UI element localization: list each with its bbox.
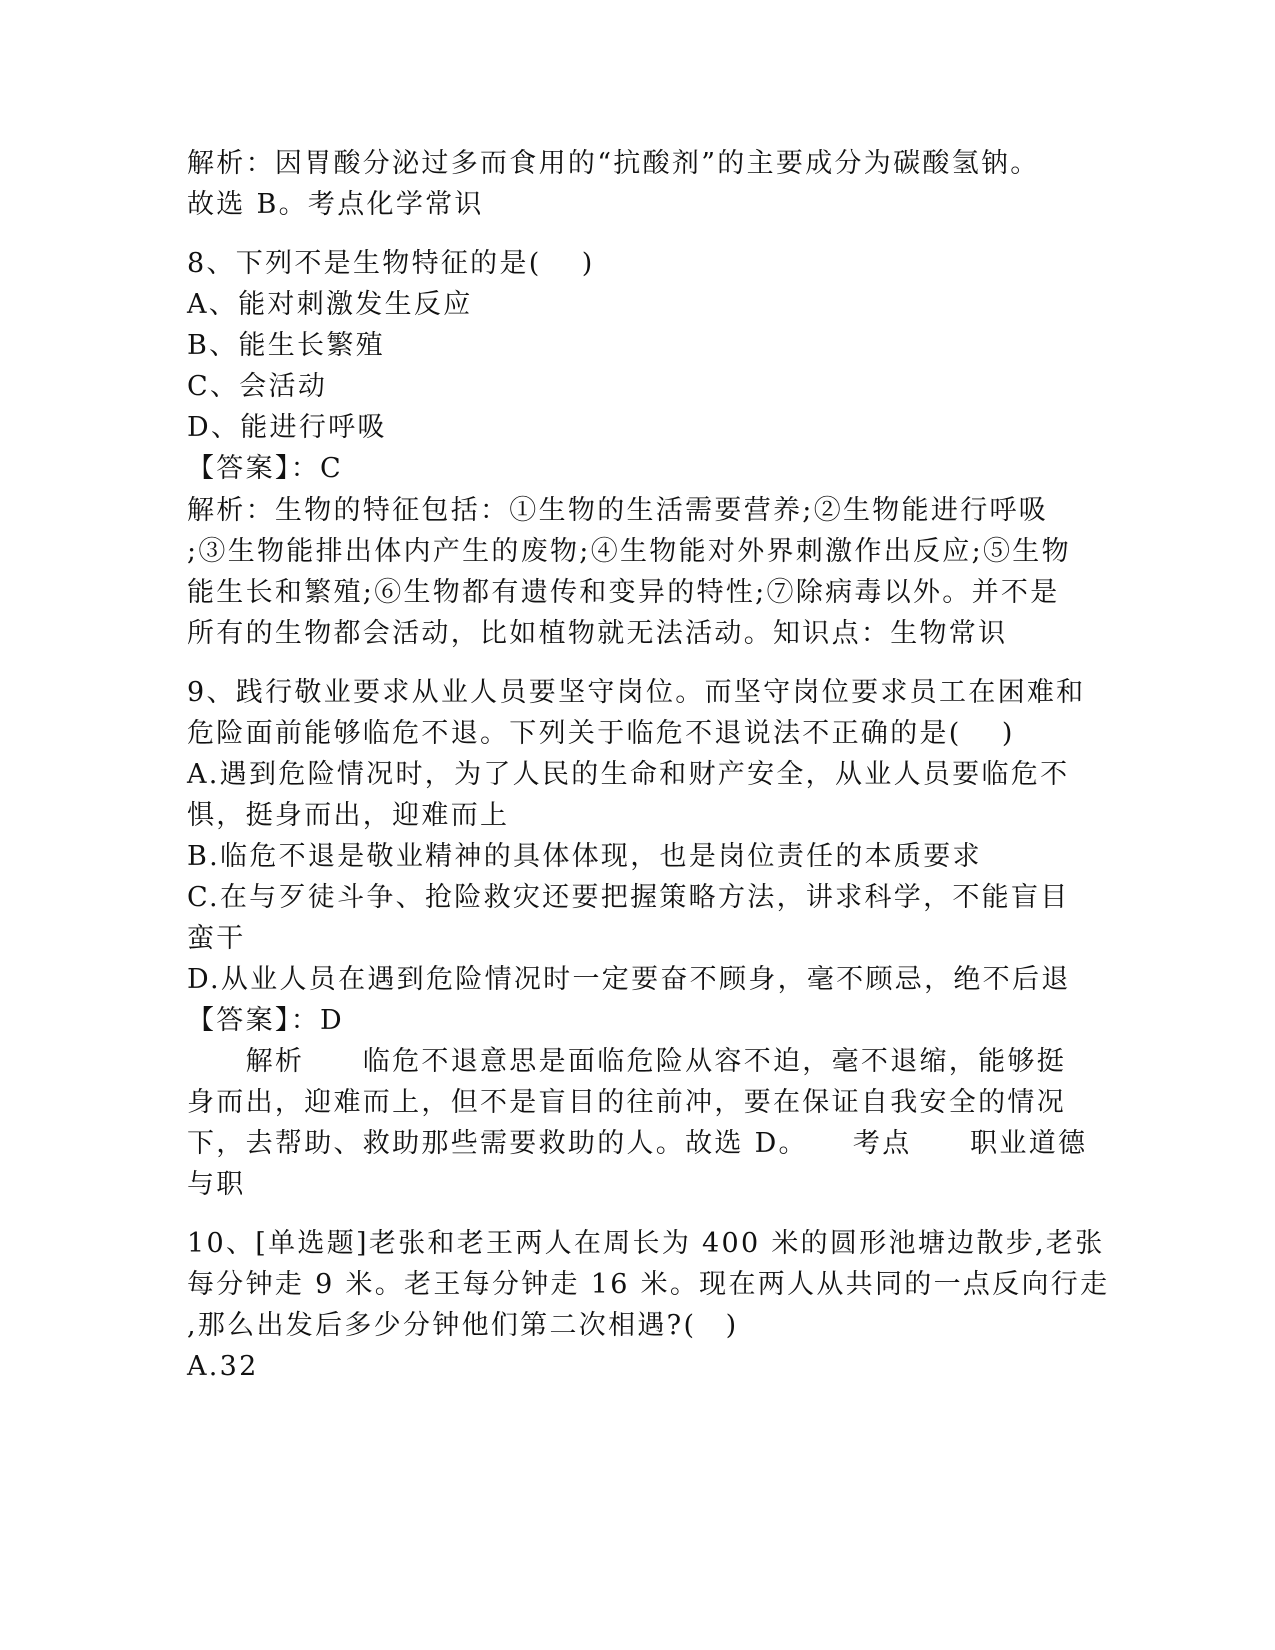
q9-option-a-line-2: 惧，挺身而出，迎难而上 [187,800,510,831]
q8-option-b: B、能生长繁殖 [187,330,385,361]
q8-analysis-line-1: 解析：生物的特征包括：①生物的生活需要营养;②生物能进行呼吸 [187,495,1049,526]
q9-option-c-line-2: 蛮干 [187,923,246,954]
q9-option-d: D.从业人员在遇到危险情况时一定要奋不顾身，毫不顾忌，绝不后退 [187,964,1071,995]
q8-answer: 【答案】：C [187,453,343,484]
q9-stem-line-2: 危险面前能够临危不退。下列关于临危不退说法不正确的是( ) [187,718,1015,749]
q8-stem: 8、下列不是生物特征的是( ) [187,248,595,279]
q9-option-c-line-1: C.在与歹徒斗争、抢险救灾还要把握策略方法，讲求科学，不能盲目 [187,882,1070,913]
q10-stem-line-2: 每分钟走 9 米。老王每分钟走 16 米。现在两人从共同的一点反向行走 [187,1269,1110,1300]
q9-analysis-line-2: 身而出，迎难而上，但不是盲目的往前冲，要在保证自我安全的情况 [187,1087,1066,1118]
q8-analysis-line-2: ;③生物能排出体内产生的废物;④生物能对外界刺激作出反应;⑤生物 [187,536,1071,567]
q9-answer: 【答案】：D [187,1005,344,1036]
q9-stem-line-1: 9、践行敬业要求从业人员要坚守岗位。而坚守岗位要求员工在困难和 [187,677,1086,708]
q10-option-a: A.32 [187,1351,259,1382]
q10-stem-line-3: ,那么出发后多少分钟他们第二次相遇?( ) [187,1310,739,1341]
q9-option-b: B.临危不退是敬业精神的具体体现，也是岗位责任的本质要求 [187,841,982,872]
q9-analysis-line-3: 下，去帮助、救助那些需要救助的人。故选 D。 考点 职业道德 [187,1128,1088,1159]
q9-analysis-line-4: 与职 [187,1169,246,1200]
q9-option-a-line-1: A.遇到危险情况时，为了人民的生命和财产安全，从业人员要临危不 [187,759,1070,790]
q8-option-c: C、会活动 [187,371,328,402]
q7-analysis-line-1: 解析：因胃酸分泌过多而食用的“抗酸剂”的主要成分为碳酸氢钠。 [187,148,1040,179]
q10-stem-line-1: 10、[单选题]老张和老王两人在周长为 400 米的圆形池塘边散步,老张 [187,1228,1105,1259]
q8-option-a: A、能对刺激发生反应 [187,289,473,320]
q8-analysis-line-3: 能生长和繁殖;⑥生物都有遗传和变异的特性;⑦除病毒以外。并不是 [187,577,1060,608]
q7-analysis-line-2: 故选 B。考点化学常识 [187,189,484,220]
q8-analysis-line-4: 所有的生物都会活动，比如植物就无法活动。知识点：生物常识 [187,618,1008,649]
q9-analysis-line-1: 解析 临危不退意思是面临危险从容不迫，毫不退缩，能够挺 [187,1046,1066,1077]
q8-option-d: D、能进行呼吸 [187,412,387,443]
